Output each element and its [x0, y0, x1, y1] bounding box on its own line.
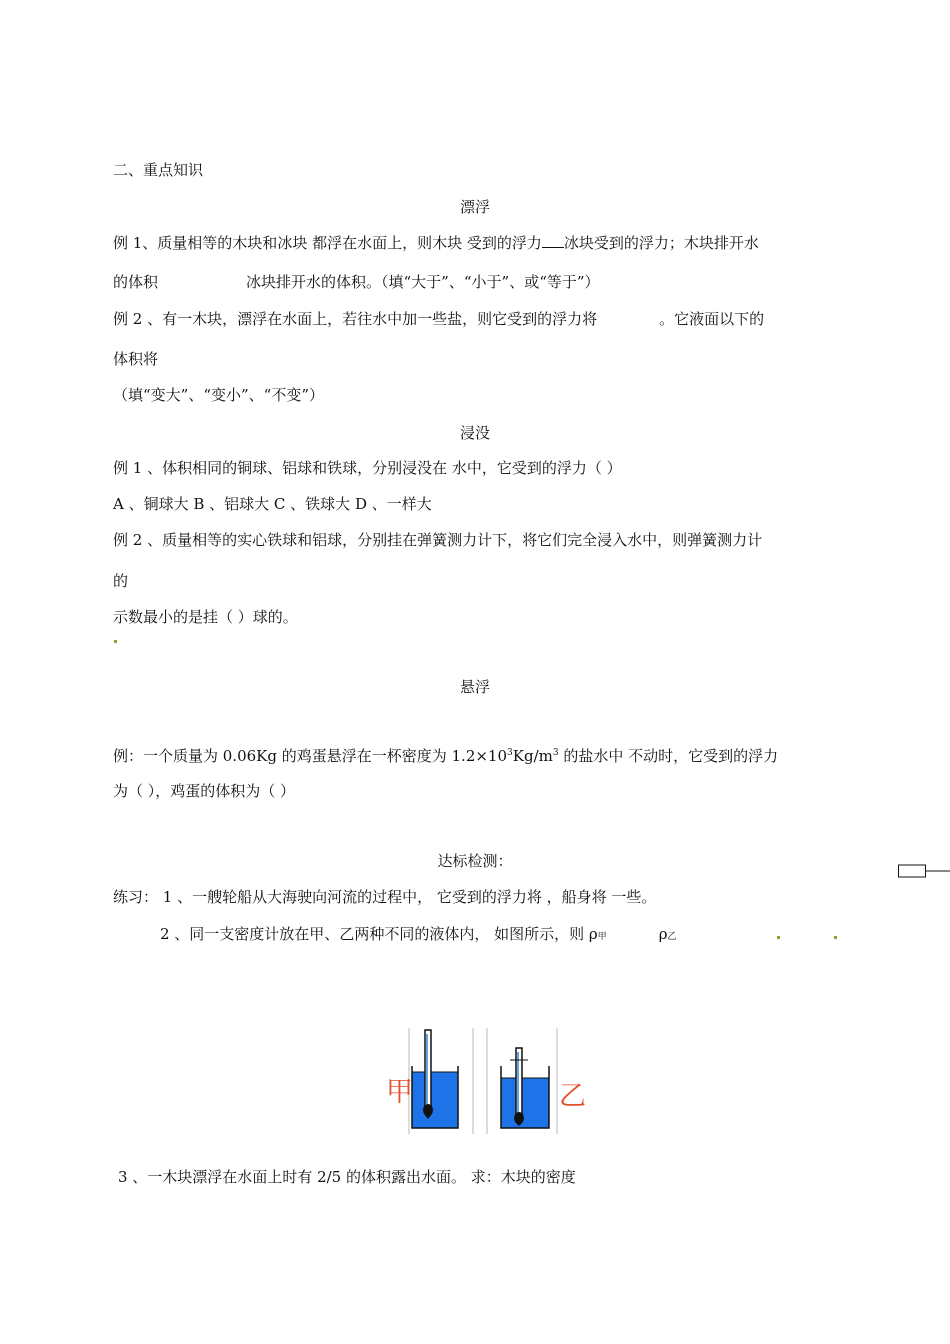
- margin-marker-icon: [898, 864, 950, 878]
- suspended-ex-line1: [113, 746, 778, 766]
- floating-title: 漂浮: [459, 198, 490, 216]
- subscript-jia: 甲: [597, 932, 607, 942]
- test-q2: [160, 924, 677, 947]
- floating-ex1-text-a: 例 1、质量相等的木块和冰块 都浮在水面上，则木块 受到的浮力: [113, 234, 542, 252]
- floating-ex1-text-c: 的体积: [113, 273, 159, 291]
- suspended-ex-line2: 为（ ），鸡蛋的体积为（ ）: [113, 782, 296, 800]
- suspended-text-c: 的盐水中 不动时，它受到的浮力: [558, 747, 779, 765]
- figure-label-jia: 甲: [386, 1077, 413, 1108]
- test-q1: 练习： 1 、一艘轮船从大海驶向河流的过程中， 它受到的浮力将 ，船身将 一些。: [113, 888, 657, 906]
- exponent: 3: [507, 748, 513, 758]
- immersed-ex1-line1: 例 1 、体积相同的铜球、铝球和铁球，分别浸没在 水中，它受到的浮力（ ）: [113, 459, 622, 477]
- subscript-yi: 乙: [667, 932, 677, 942]
- suspended-title: 悬浮: [459, 678, 490, 696]
- speck-mark: [114, 640, 117, 643]
- exponent: 3: [552, 748, 559, 758]
- floating-ex1-text-d: 冰块排开水的体积。（填“大于”、“小于”、或“等于”）: [246, 273, 600, 291]
- test-q2-text-b: ρ: [658, 925, 668, 943]
- test-q3: 3 、一木块漂浮在水面上时有 2/5 的体积露出水面。 求：木块的密度: [118, 1168, 576, 1186]
- immersed-ex1-options: A 、铜球大 B 、铝球大 C 、铁球大 D 、一样大: [113, 495, 432, 513]
- floating-ex2-line3: （填“变大”、“变小”、“不变”）: [113, 386, 325, 404]
- floating-ex1-line1: [113, 233, 759, 253]
- hydrometer-figure: [380, 1022, 590, 1140]
- suspended-text-b: Kg/m: [512, 747, 553, 765]
- floating-ex2-text-a: 例 2 、有一木块，漂浮在水面上，若往水中加一些盐，则它受到的浮力将: [113, 310, 598, 328]
- floating-ex2-text-b: 。它液面以下的: [659, 310, 765, 328]
- immersed-ex2-line2: 的: [113, 572, 129, 590]
- immersed-ex2-line3: 示数最小的是挂（ ）球的。: [113, 608, 298, 626]
- speck-mark: [777, 936, 780, 939]
- section-heading: 二、重点知识: [113, 161, 204, 179]
- answer-blank: [542, 233, 564, 248]
- immersed-title: 浸没: [459, 424, 490, 442]
- speck-mark: [834, 936, 837, 939]
- figure-label-yi: 乙: [559, 1081, 586, 1112]
- test-title: 达标检测：: [437, 852, 513, 870]
- suspended-text-a: 例：一个质量为 0.06Kg 的鸡蛋悬浮在一杯密度为 1.2×10: [113, 747, 508, 765]
- immersed-ex2-line1: 例 2 、质量相等的实心铁球和铝球，分别挂在弹簧测力计下，将它们完全浸入水中，则弹簧测力计: [113, 531, 763, 549]
- floating-ex2-line1: [113, 309, 764, 329]
- test-q2-text-a: 2 、同一支密度计放在甲、乙两种不同的液体内， 如图所示，则 ρ: [160, 925, 598, 943]
- floating-ex1-line2: [113, 272, 600, 292]
- floating-ex2-line2: 体积将: [113, 350, 159, 368]
- floating-ex1-text-b: 冰块受到的浮力；木块排开水: [563, 234, 759, 252]
